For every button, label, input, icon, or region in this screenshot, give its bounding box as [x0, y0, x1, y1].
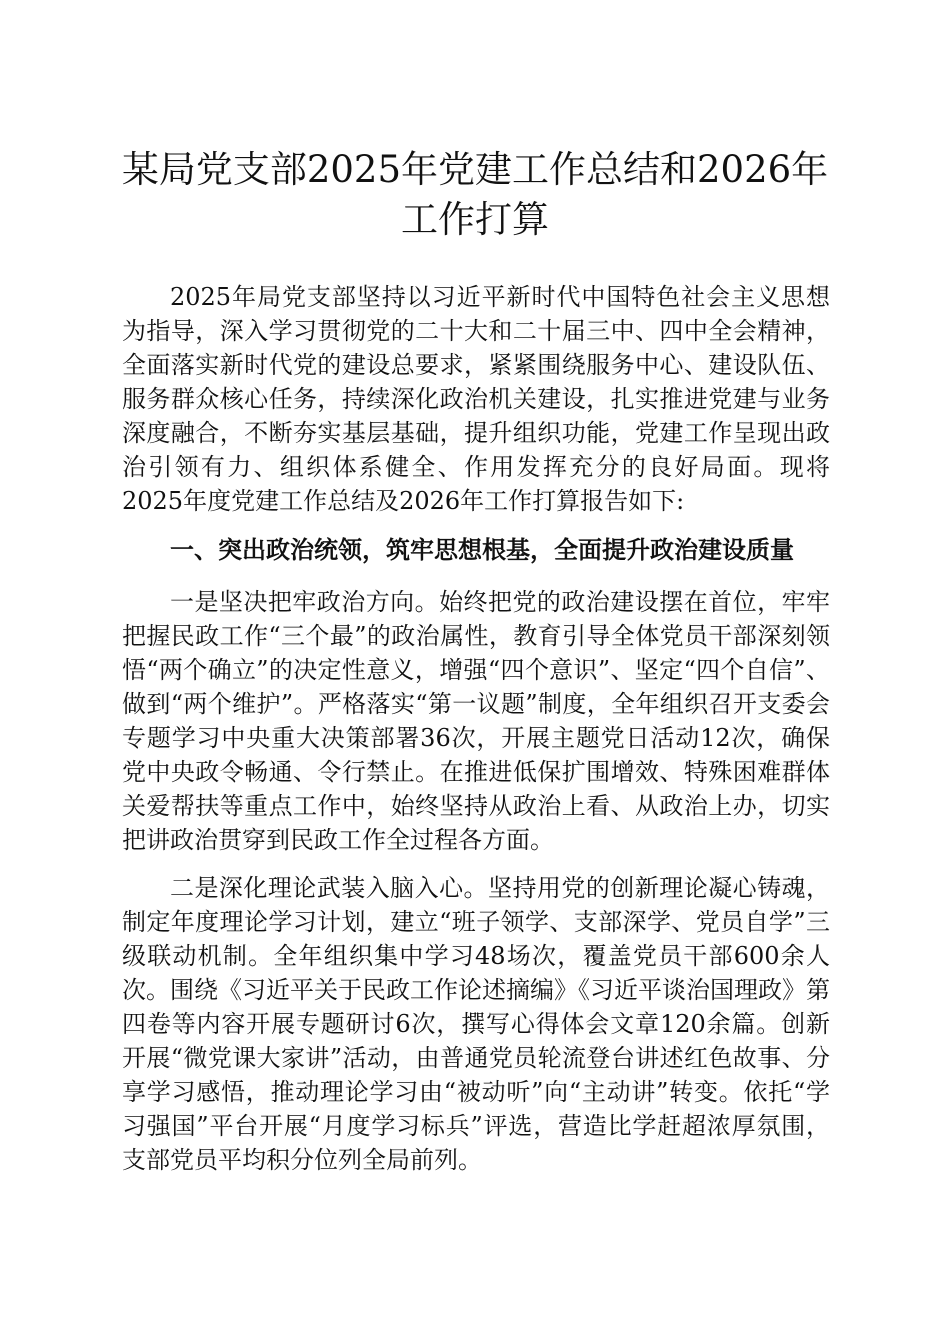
body-paragraph: 二是深化理论武装入脑入心。坚持用党的创新理论凝心铸魂，制定年度理论学习计划，建立“班子领学、支部深学、党员自学”三级联动机制。全年组织集中学习48场次，覆盖党员干部600余人次。围绕《习近平关于民政工作论述摘编》《习近平谈治国理政》第四卷等内容开展专题研讨6次，撰写心得体会文章120余篇。创新开展“微党课大家讲”活动，由普通党员轮流登台讲述红色故事、分享学习感悟，推动理论学习由“被动听”向“主动讲”转变。依托“学习强国”平台开展“月度学习标兵”评选，营造比学赶超浓厚氛围，支部党员平均积分位列全局前列。 [122, 874, 830, 1174]
section-heading: 一、突出政治统领，筑牢思想根基，全面提升政治建设质量 [170, 536, 794, 564]
document-title: 某局党支部2025年党建工作总结和2026年工作打算 [121, 148, 829, 241]
body-paragraph: 一是坚决把牢政治方向。始终把党的政治建设摆在首位，牢牢把握民政工作“三个最”的政治属性，教育引导全体党员干部深刻领悟“两个确立”的决定性意义，增强“四个意识”、坚定“四个自信”、做到“两个维护”。严格落实“第一议题”制度，全年组织召开支委会专题学习中央重大决策部署36次，开展主题党日活动12次，确保党中央政令畅通、令行禁止。在推进低保扩围增效、特殊困难群体关爱帮扶等重点工作中，始终坚持从政治上看、从政治上办，切实把讲政治贯穿到民政工作全过程各方面。 [122, 588, 830, 854]
intro-paragraph: 2025年局党支部坚持以习近平新时代中国特色社会主义思想为指导，深入学习贯彻党的二十大和二十届三中、四中全会精神，全面落实新时代党的建设总要求，紧紧围绕服务中心、建设队伍、服务群众核心任务，持续深化政治机关建设，扎实推进党建与业务深度融合，不断夯实基层基础，提升组织功能，党建工作呈现出政治引领有力、组织体系健全、作用发挥充分的良好局面。现将2025年度党建工作总结及2026年工作打算报告如下: [122, 283, 830, 515]
